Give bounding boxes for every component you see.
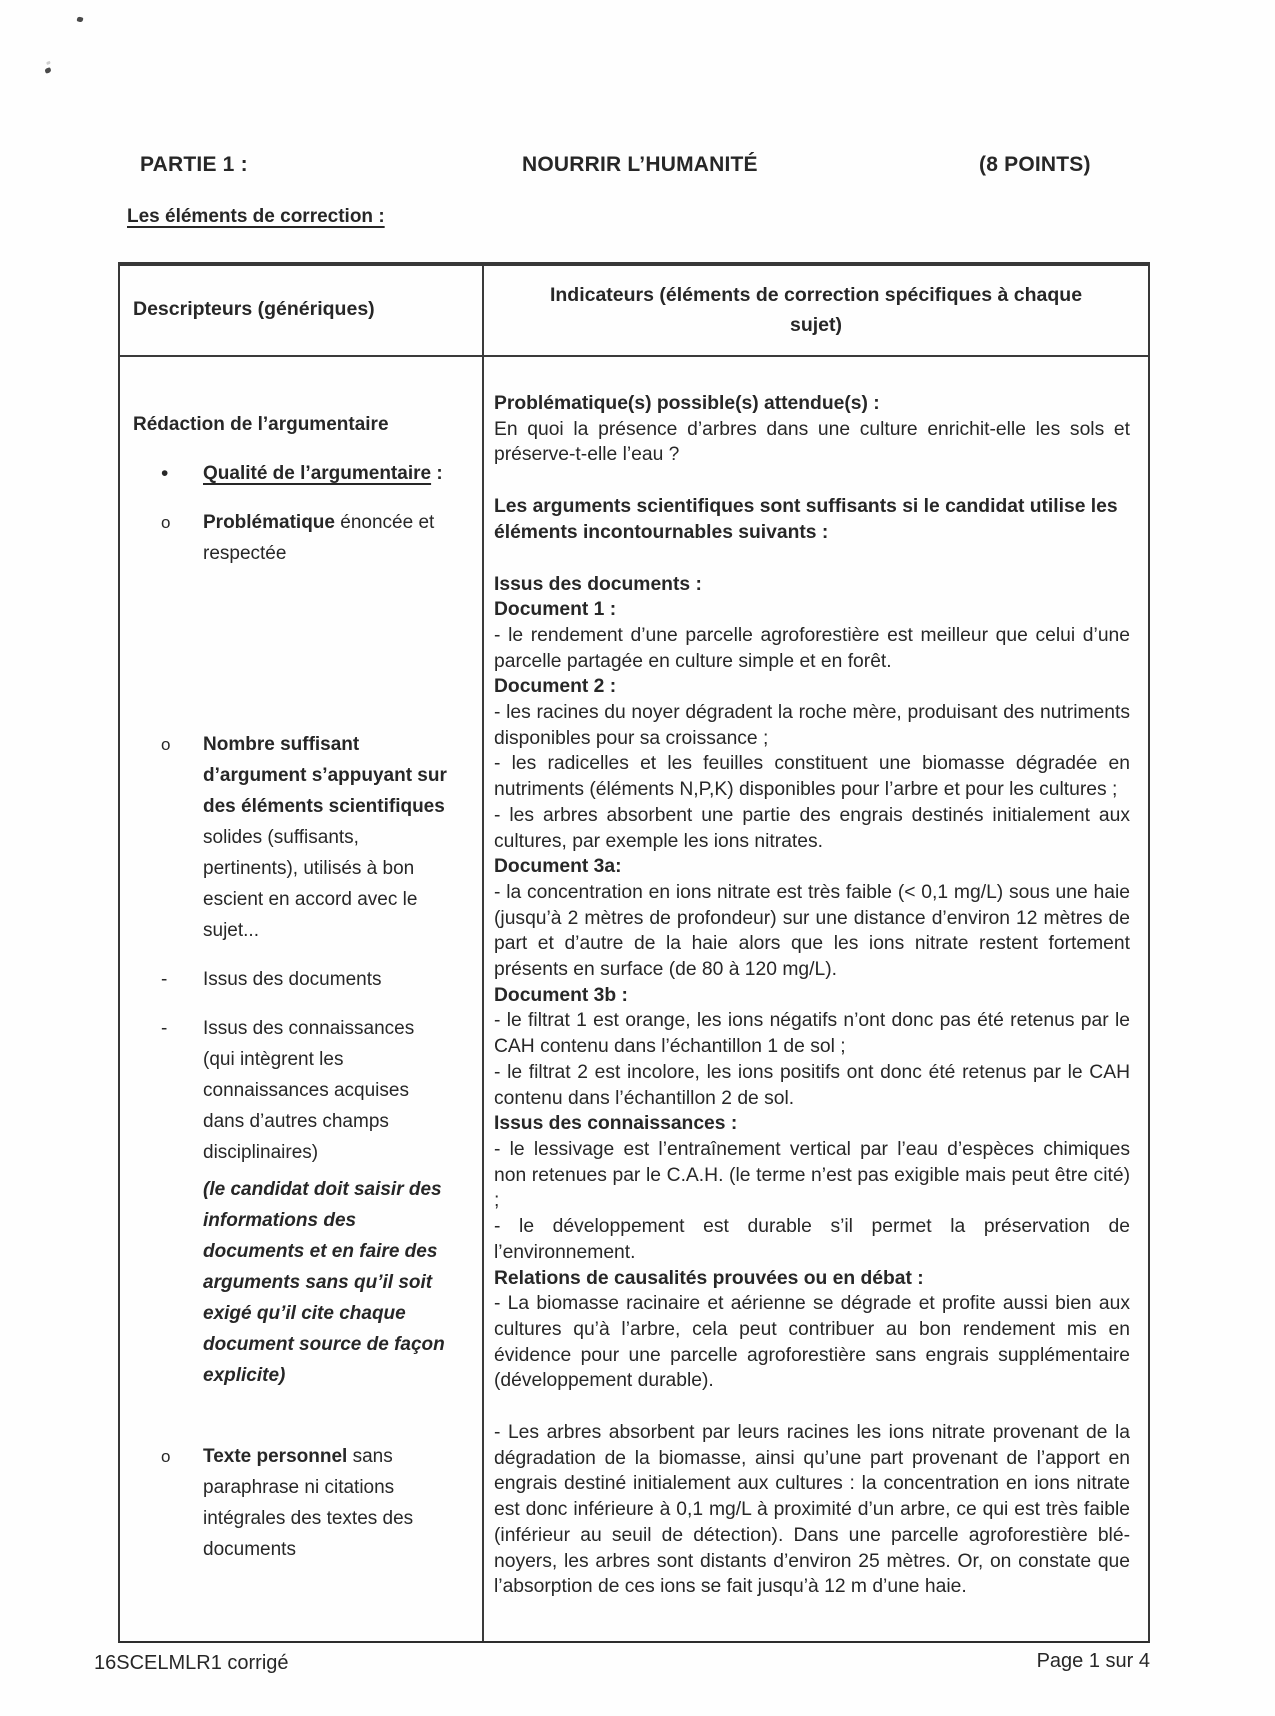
dash-item [133, 1013, 451, 1168]
text-run: Document 2 : [494, 676, 617, 698]
circle-item [133, 1441, 451, 1565]
text-run: Issus des connaissances : [494, 1113, 738, 1135]
disc-item [133, 458, 451, 489]
text-run: Qualité de l’argumentaire [203, 463, 432, 484]
bullet-text [203, 734, 447, 941]
table-header-indicateurs: Indicateurs (éléments de correction spécifiques à chaque sujet) [482, 266, 1148, 357]
text-run: sans paraphrase ni citations intégrales des textes des documents [203, 1446, 414, 1560]
heading-line [494, 391, 1130, 417]
blank-space [494, 546, 1130, 572]
page-number: Page 1 sur 4 [1036, 1650, 1150, 1672]
circle-bullet-icon: o [161, 735, 171, 754]
text-run: Document 3a: [494, 856, 622, 878]
text-run: - le filtrat 2 est incolore, les ions positifs ont donc été retenus par le CAH contenu dans l’échantillon 2 de sol. [494, 1061, 1130, 1109]
text-run: Problématique(s) possible(s) attendue(s) : [494, 393, 880, 414]
paragraph [494, 700, 1130, 751]
text-run: - la concentration en ions nitrate est très faible (< 0,1 mg/L) sous une haie (jusqu’à 2 mètres de profondeur) sur une distance d’environ 12 mètres de part et d’autre de la haie alors que les ions nitrate restent fortement présents en surface (de 80 à 120 mg/L). [494, 881, 1130, 981]
paragraph [494, 1420, 1130, 1600]
circle-item [133, 507, 451, 569]
blank-space [133, 946, 451, 964]
heading-line [494, 597, 1130, 623]
dash-item [133, 964, 451, 995]
bullet-text [203, 512, 434, 564]
text-run: - La biomasse racinaire et aérienne se dégrade et profite aussi bien aux cultures qu’à l’arbre, cela peut contribuer au bon rendement mis en évidence pour une parcelle agroforestière sans engrais supplémentaire (développement durable). [494, 1293, 1130, 1392]
text-run: - les arbres absorbent une partie des engrais destinés initialement aux cultures, par exemple les ions nitrates. [494, 804, 1130, 852]
paragraph [494, 1137, 1130, 1214]
document-title-row [0, 153, 1275, 181]
text-run: - le lessivage est l’entraînement vertical par l’eau d’espèces chimiques non retenues par le C.A.H. (le terme n’est pas exigible mais peut être cité) ; [494, 1138, 1130, 1212]
dash-bullet-icon: - [161, 1018, 168, 1039]
bullet-text [203, 463, 443, 484]
blank-space [133, 995, 451, 1013]
text-run: Issus des documents : [494, 573, 702, 595]
indicateurs-cell [482, 357, 1148, 1641]
text-run: Rédaction de l’argumentaire [133, 414, 389, 435]
paragraph [494, 1060, 1130, 1111]
scan-speck-artifact [44, 67, 51, 74]
text-run: Issus des connaissances (qui intègrent les connaissances acquises dans d’autres champs disciplinaires) [203, 1018, 415, 1163]
text-run: - les racines du noyer dégradent la roche mère, produisant des nutriments disponibles pour sa croissance ; [494, 702, 1130, 749]
correction-elements-subtitle: Les éléments de correction : [127, 206, 385, 227]
paragraph [494, 1008, 1130, 1059]
paragraph [494, 1291, 1130, 1394]
correction-table [118, 262, 1150, 1643]
bullet-text [203, 969, 381, 990]
dash-bullet-icon: - [161, 969, 168, 990]
table-header-descripteurs: Descripteurs (génériques) [120, 266, 482, 357]
text-run: - Les arbres absorbent par leurs racines les ions nitrate provenant de la dégradation de la biomasse, ainsi qu’une part provenant de l’apport en engrais destiné initialement aux cultures : la concentration en ions nitrate est donc inférieure à 0,1 mg/L à proximité d’un arbre, ce qui est très faible (inférieur au seuil de détection). Dans une parcelle agroforestière blé-noyers, les arbres sont distants d’environ 25 mètres. Or, on constate que l’absorption de ces ions se fait jusqu’à 12 m d’une haie. [494, 1422, 1130, 1598]
paragraph [494, 417, 1130, 468]
points-label: (8 POINTS) [979, 153, 1091, 176]
heading-line [494, 983, 1130, 1009]
text-run: : [431, 463, 443, 484]
indent-item [133, 1174, 451, 1391]
text-run: En quoi la présence d’arbres dans une culture enrichit-elle les sols et préserve-t-elle l’eau ? [494, 418, 1130, 466]
text-run: - les radicelles et les feuilles constituent une biomasse dégradée en nutriments (éléments N,P,K) disponibles pour l’arbre et pour les cultures ; [494, 753, 1130, 801]
text-run: Nombre suffisant d’argument s’appuyant sur des éléments scientifiques [203, 734, 447, 817]
text-run: Les arguments scientifiques sont suffisants si le candidat utilise les éléments incontournables suivants : [494, 496, 1118, 543]
heading-line [494, 1111, 1130, 1137]
bullet-text [203, 1446, 413, 1560]
blank-space [133, 1391, 451, 1441]
scan-speck-artifact [76, 16, 83, 22]
blank-space [133, 440, 451, 458]
paragraph [494, 623, 1130, 674]
blank-space [494, 1394, 1130, 1420]
heading-line [494, 1266, 1130, 1292]
heading-line [494, 854, 1130, 880]
text-run: - le développement est durable s’il permet la préservation de l’environnement. [494, 1216, 1130, 1263]
heading-line [494, 572, 1130, 598]
circle-item [133, 729, 451, 946]
text-run: - le filtrat 1 est orange, les ions négatifs n’ont donc pas été retenus par le CAH contenu dans l’échantillon 1 de sol ; [494, 1010, 1130, 1058]
paragraph [494, 751, 1130, 802]
disc-bullet-icon: • [161, 462, 169, 485]
text-run: Relations de causalités prouvées ou en débat : [494, 1267, 924, 1289]
blank-space [133, 569, 451, 729]
text-run: Document 3b : [494, 984, 628, 1006]
text-run: Document 1 : [494, 599, 617, 621]
text-run: Texte personnel [203, 1446, 348, 1467]
text-run: - le rendement d’une parcelle agroforestière est meilleur que celui d’une parcelle partagée en culture simple et en forêt. [494, 624, 1130, 672]
paragraph [494, 803, 1130, 854]
blank-space [494, 468, 1130, 494]
paragraph [494, 880, 1130, 983]
theme-title: NOURRIR L’HUMANITÉ [522, 153, 758, 176]
part-label: PARTIE 1 : [140, 153, 248, 176]
text-run: Problématique [203, 512, 335, 533]
circle-bullet-icon: o [161, 513, 171, 532]
plain-item [133, 409, 451, 440]
heading-line [494, 494, 1130, 545]
text-run: solides (suffisants, pertinents), utilisés à bon escient en accord avec le sujet... [203, 827, 418, 941]
text-run: Issus des documents [203, 969, 382, 990]
text-run: énoncée et respectée [203, 512, 435, 564]
document-reference: 16SCELMLR1 corrigé [94, 1652, 289, 1674]
blank-space [133, 489, 451, 507]
bullet-text [203, 1018, 414, 1163]
text-run: (le candidat doit saisir des informations des documents et en faire des arguments sans qu’il soit exigé qu’il cite chaque document source de façon explicite) [203, 1179, 445, 1386]
descripteurs-cell [120, 357, 482, 1641]
circle-bullet-icon: o [161, 1447, 171, 1466]
paragraph [494, 1214, 1130, 1265]
heading-line [494, 674, 1130, 700]
